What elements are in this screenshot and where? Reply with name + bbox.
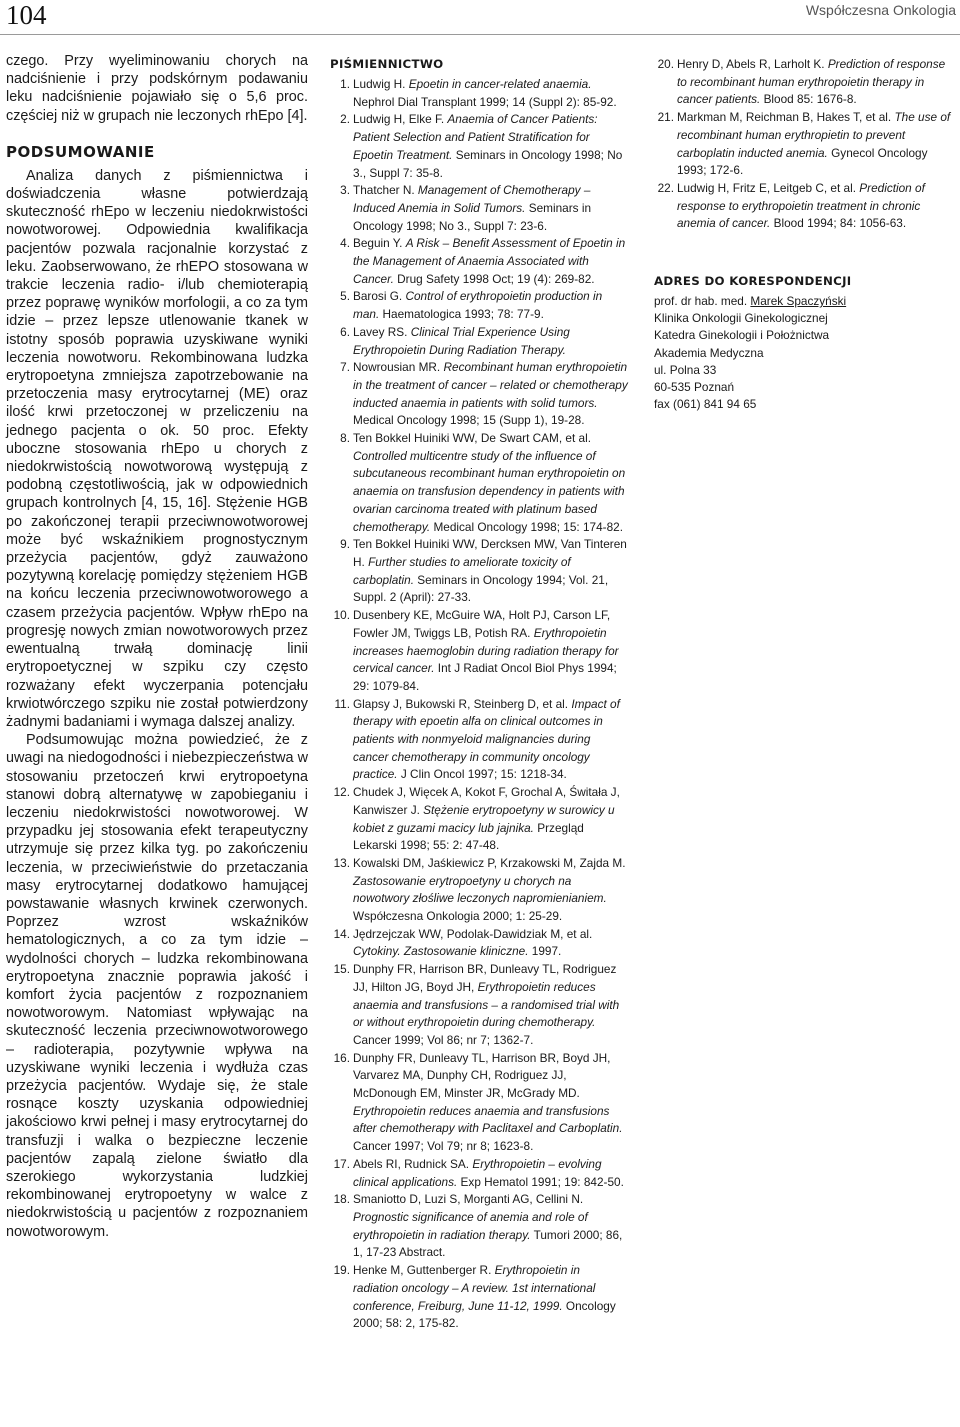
reference-item <box>330 855 628 926</box>
reference-number: 6. <box>340 324 350 339</box>
address-line: fax (061) 841 94 65 <box>654 397 757 412</box>
reference-item <box>330 1050 628 1156</box>
references-column-1 <box>330 56 628 1333</box>
reference-number: 4. <box>340 236 350 251</box>
reference-number: 17. <box>333 1156 350 1171</box>
reference-title: Clinical Trial Experience Using Erythropoietin During Radiation Therapy. <box>353 324 570 357</box>
reference-source: Blood 1994; 84: 1056-63. <box>773 216 907 231</box>
address-degree: prof. dr hab. med. <box>654 294 748 309</box>
reference-title: Further studies to ameliorate toxicity of carboplatin. <box>353 554 571 587</box>
reference-source: Int J Radiat Oncol Biol Phys 1994; 29: 1079-84. <box>353 661 617 693</box>
reference-item <box>330 288 628 323</box>
reference-authors: Dunphy FR, Harrison BR, Dunleavy TL, Rodriguez JJ, Hilton JG, Boyd JH, <box>353 962 617 994</box>
reference-source: Tumori 2000; 86, 1, 17-23 Abstract. <box>353 1227 623 1260</box>
reference-number: 10. <box>333 608 350 623</box>
reference-authors: Henry D, Abels R, Larholt K. <box>677 57 825 71</box>
reference-source: Exp Hematol 1991; 19: 842-50. <box>460 1174 624 1189</box>
reference-source: 1997. <box>531 944 562 959</box>
reference-source: Cancer 1997; Vol 79; nr 8; 1623-8. <box>353 1139 534 1154</box>
summary-paragraph: Analiza danych z piśmiennictwa i doświadczenia własne potwierdzają skuteczność rhEpo w leczeniu niedokrwistości nowotworowej. Odpowiednia kwalifikacja pacjentów pozwala racjonalnie korzystać z leku. Zaobserwowano, że rhEPO stosowana w trakcie leczenia radio- i/lub chemioterapią przez poprawę wyników morfologii, a co za tym idzie – przez lepsze utlenowanie tkanek w istotny sposób poprawia uzyskiwane wyniki leczenia nowotworu. Rekombinowana ludzka erytropoetyna zmniejsza zapotrzebowanie na przetoczenia masy erytrocytarnej (ME) oraz ilość krwi przetoczonej w przeliczeniu na jednego pacjenta o ok. 50 proc. Efekty uboczne stosowania rhEpo u chorych z niedokrwistością nowotworową występują z podobną częstotliwością, jak w odpowiednich grupach kontrolnych [4, 15, 16]. Stężenie HGB po zakończonej terapii przeciwnowotworowej może być wskaźnikiem prognostycznym przeżycia pacjentów, gdyż zauważono pozytywną korelację pomiędzy stężeniem HGB na końcu leczenia przeciwnowotworowego a czasem przeżycia pacjentów. Wpływ rhEpo na progresję nowych zmian nowotworowych przez ewentualną trwałą dominację linii erytropoetycznej w szpiku czy często rozważany efekt wyczerpania potencjału krwiotwórczego szpiku nie został potwierdzony żadnymi badaniami i wymaga dalszej analizy. <box>6 167 308 730</box>
reference-authors: Ludwig H, Fritz E, Leitgeb C, et al. <box>677 180 856 195</box>
reference-title: A Risk – Benefit Assessment of Epoetin in the Management of Anaemia Associated with Cancer. <box>353 236 626 286</box>
reference-source: Przegląd Lekarski 1998; 55: 2: 47-48. <box>353 820 584 853</box>
reference-title: Stężenie erytropoetyny w surowicy u kobiet z guzami macicy lub jajnika. <box>353 802 615 835</box>
reference-list <box>330 76 628 1333</box>
reference-authors: Dunphy FR, Dunleavy TL, Harrison BR, Boyd JH, Varvarez MA, Dunphy CH, Rodriguez JJ, McDonough EM, Minster JR, McGrady MD. <box>353 1050 611 1101</box>
reference-source: Seminars in Oncology 1994; Vol. 21, Suppl. 2 (April): 27-33. <box>353 572 609 605</box>
reference-title: Prognostic significance of anemia and role of erythropoietin in radiation therapy. <box>353 1210 588 1242</box>
reference-title: Control of erythropoietin production in man. <box>353 289 603 322</box>
reference-item <box>330 359 628 430</box>
conclusion-paragraph: Podsumowując można powiedzieć, że z uwagi na niedogodności i niebezpieczeństwa w stosowaniu przetoczeń krwi erytropoetyna stanowi dobrą alternatywę w zapobieganiu i leczeniu niedokrwistości nowotworowej. W przypadku jej stosowania efekt terapeutyczny utrzymuje się przez kilka tyg. po zakończeniu leczenia, w przeciwieństwie do przetaczania masy erytrocytarnej dodatkowo hamującej powstawanie własnych krwinek czerwonych. Poprzez wzrost wskaźników hematologicznych, a co za tym idzie – wydolności chorych – ludzka rekombinowana erytropoetyna znacznie poprawia jakość i komfort życia pacjentów z rozpoznaniem nowotworowym. Natomiast wpływając na skuteczność leczenia przeciwnowotworowego – radioterapia, pozytywnie wpływa na uzyskiwane wyniki leczenia i wydłuża czas przeżycia pacjentów. Wydaje się, że stale rosnące koszty uzyskania odpowiedniej jakościowo krwi pełnej i masy erytrocytarnej do transfuzji i walka o bezpieczne leczenie pacjentów zapalą zielone światło dla szerokiego wykorzystania ludzkiej rekombinowanej erytropoetyny w walce z niedokrwistością u pacjentów z rozpoznaniem nowotworowym. <box>6 732 308 1240</box>
reference-number: 9. <box>340 537 350 552</box>
page-header <box>0 0 960 34</box>
reference-item <box>330 76 628 111</box>
reference-item <box>330 536 628 607</box>
reference-source: Współczesna Onkologia 2000; 1: 25-29. <box>353 909 563 924</box>
reference-authors: Markman M, Reichman B, Hakes T, et al. <box>677 110 892 125</box>
reference-item <box>330 961 628 1050</box>
reference-authors: Henke M, Guttenberger R. <box>353 1263 492 1278</box>
reference-authors: Nowrousian MR. <box>353 360 441 375</box>
references-column-2 <box>654 56 954 413</box>
reference-title: Prediction of response to erythropoietin treatment in chronic anemia of cancer. <box>677 180 925 231</box>
reference-source: Drug Safety 1998 Oct; 19 (4): 269-82. <box>397 271 595 286</box>
reference-source: Medical Oncology 1998; 15: 174-82. <box>433 519 623 534</box>
reference-title: Impact of therapy with epoetin alfa on clinical outcomes in patients with nonmyeloid malignancies during cancer chemotherapy in community oncology practice. <box>353 696 620 782</box>
reference-authors: Ten Bokkel Huiniki WW, De Swart CAM, et al. <box>353 431 591 446</box>
reference-item <box>330 1156 628 1191</box>
reference-authors: Ludwig H, Elke F. <box>353 112 445 127</box>
address-block <box>654 293 954 413</box>
reference-source: Oncology 2000; 58: 2, 175-82. <box>353 1298 616 1331</box>
header-rule <box>0 34 960 35</box>
reference-title: Epoetin in cancer-related anaemia. <box>408 77 592 91</box>
reference-source: Gynecol Oncology 1993; 172-6. <box>677 145 928 178</box>
reference-authors: Chudek J, Więcek A, Kokot F, Grochal A, Świtała J, Kanwiszer J. <box>353 785 620 817</box>
body-column <box>6 52 308 1241</box>
reference-title: Cytokiny. Zastosowanie kliniczne. <box>353 944 529 959</box>
reference-item <box>654 56 954 109</box>
reference-source: Nephrol Dial Transplant 1999; 14 (Suppl 2): 85-92. <box>353 94 617 109</box>
reference-title: Erythropoietin increases haemoglobin during radiation therapy for cervical cancer. <box>353 625 619 676</box>
reference-source: Blood 85: 1676-8. <box>763 92 857 107</box>
reference-source: Seminars in Oncology 1998; No 3., Suppl 7: 23-6. <box>353 200 592 233</box>
address-line: ul. Polna 33 <box>654 362 717 377</box>
reference-number: 1. <box>340 77 350 91</box>
address-line: 60-535 Poznań <box>654 380 735 395</box>
reference-item <box>330 1262 628 1333</box>
address-name: Marek Spaczyński <box>750 294 847 309</box>
reference-title: Management of Chemotherapy – Induced Anemia in Solid Tumors. <box>353 183 591 215</box>
reference-title: Recombinant human erythropoietin in the treatment of cancer – related or chemotherapy inducted anaemia in patients with solid tumors. <box>353 360 628 410</box>
reference-item <box>330 784 628 855</box>
reference-number: 16. <box>333 1050 350 1065</box>
reference-item <box>330 430 628 536</box>
reference-authors: Kowalski DM, Jaśkiewicz P, Krzakowski M, Zajda M. <box>353 855 626 870</box>
reference-title: The use of recombinant human erythropietin to prevent carboplatin inducted anemia. <box>677 110 951 160</box>
reference-item <box>330 111 628 182</box>
address-line: Akademia Medyczna <box>654 345 764 360</box>
reference-item <box>330 235 628 288</box>
reference-item <box>330 324 628 359</box>
reference-number: 3. <box>340 183 350 198</box>
reference-item <box>330 182 628 235</box>
journal-title: Współczesna Onkologia <box>805 2 956 18</box>
reference-title: Anaemia of Cancer Patients: Patient Selection and Patient Stratification for Epoetin Treatment. <box>353 112 598 162</box>
reference-number: 15. <box>333 962 350 977</box>
reference-authors: Lavey RS. <box>353 324 408 339</box>
reference-item <box>330 607 628 696</box>
reference-source: Haematologica 1993; 78: 77-9. <box>382 307 544 322</box>
references-title: PIŚMIENNICTWO <box>330 57 444 71</box>
reference-number: 8. <box>340 431 350 446</box>
reference-source: Cancer 1999; Vol 86; nr 7; 1362-7. <box>353 1032 534 1047</box>
reference-number: 11. <box>334 696 350 711</box>
address-name-line <box>654 293 954 310</box>
reference-authors: Ten Bokkel Huiniki WW, Dercksen MW, Van Tinteren H. <box>353 537 627 569</box>
reference-number: 12. <box>333 785 350 800</box>
reference-title: Erythropoietin reduces anaemia and transfusions – a randomised trial with or without erythropoietin during chemotherapy. <box>353 979 620 1030</box>
page-number: 104 <box>6 0 47 30</box>
reference-item <box>654 180 954 233</box>
reference-number: 22. <box>657 180 674 195</box>
reference-number: 7. <box>340 360 350 375</box>
reference-authors: Jędrzejczak WW, Podolak-Dawidziak M, et al. <box>353 926 593 941</box>
address-line: Katedra Ginekologii i Położnictwa <box>654 328 830 343</box>
reference-authors: Thatcher N. <box>353 183 415 198</box>
reference-number: 19. <box>333 1263 350 1278</box>
reference-number: 21. <box>657 110 674 125</box>
address-line: Klinika Onkologii Ginekologicznej <box>654 311 828 326</box>
reference-title: Erythropoietin reduces anaemia and transfusions after chemotherapy with Paclitaxel and Carboplatin. <box>353 1103 623 1136</box>
address-title: ADRES DO KORESPONDENCJI <box>654 274 852 289</box>
reference-authors: Beguin Y. <box>353 236 403 251</box>
reference-number: 5. <box>340 289 350 304</box>
reference-item <box>330 1191 628 1262</box>
reference-title: Prediction of response to recombinant human erythropoietin therapy in cancer patients. <box>677 57 946 107</box>
reference-title: Erythropoietin – evolving clinical applications. <box>353 1156 602 1189</box>
reference-number: 14. <box>333 926 350 941</box>
reference-title: Erythropoietin in radiation oncology – A review. 1st international conference, Freiburg, June 11-12, 1999. <box>353 1263 596 1313</box>
reference-item <box>330 696 628 785</box>
reference-number: 20. <box>657 57 674 71</box>
reference-authors: Glapsy J, Bukowski R, Steinberg D, et al. <box>353 696 569 711</box>
reference-number: 13. <box>333 855 350 870</box>
reference-source: Seminars in Oncology 1998; No 3., Suppl 7: 35-8. <box>353 147 623 180</box>
reference-authors: Ludwig H. <box>353 77 406 91</box>
reference-source: J Clin Oncol 1997; 15: 1218-34. <box>400 767 567 782</box>
reference-authors: Smaniotto D, Luzi S, Morganti AG, Cellini N. <box>353 1192 584 1207</box>
reference-authors: Abels RI, Rudnick SA. <box>353 1156 470 1171</box>
reference-title: Zastosowanie erytropoetyny u chorych na nowotwory złośliwe leczonych napromienianiem. <box>353 873 607 906</box>
reference-item <box>330 926 628 961</box>
reference-number: 18. <box>333 1192 350 1207</box>
reference-number: 2. <box>340 112 350 127</box>
section-heading: PODSUMOWANIE <box>6 142 155 161</box>
reference-authors: Barosi G. <box>353 289 403 304</box>
intro-paragraph: czego. Przy wyeliminowaniu chorych na nadciśnienie i przy podskórnym podawaniu leku nadciśnienie pojawiało się o 5,6 proc. częściej niż w grupach nie leczonych rhEpo [4]. <box>6 53 308 124</box>
reference-title: Controlled multicentre study of the influence of subcutaneous recombinant human erythropoietin on anaemia on transfusion dependency in patients with ovarian carcinoma treated with platinum based chemotherapy. <box>353 448 626 534</box>
reference-item <box>654 109 954 180</box>
reference-source: Medical Oncology 1998; 15 (Supp 1), 19-28. <box>353 413 585 428</box>
reference-authors: Dusenbery KE, McGuire WA, Holt PJ, Carson LF, Fowler JM, Twiggs LB, Potish RA. <box>353 608 611 640</box>
reference-list-continued <box>654 56 954 233</box>
